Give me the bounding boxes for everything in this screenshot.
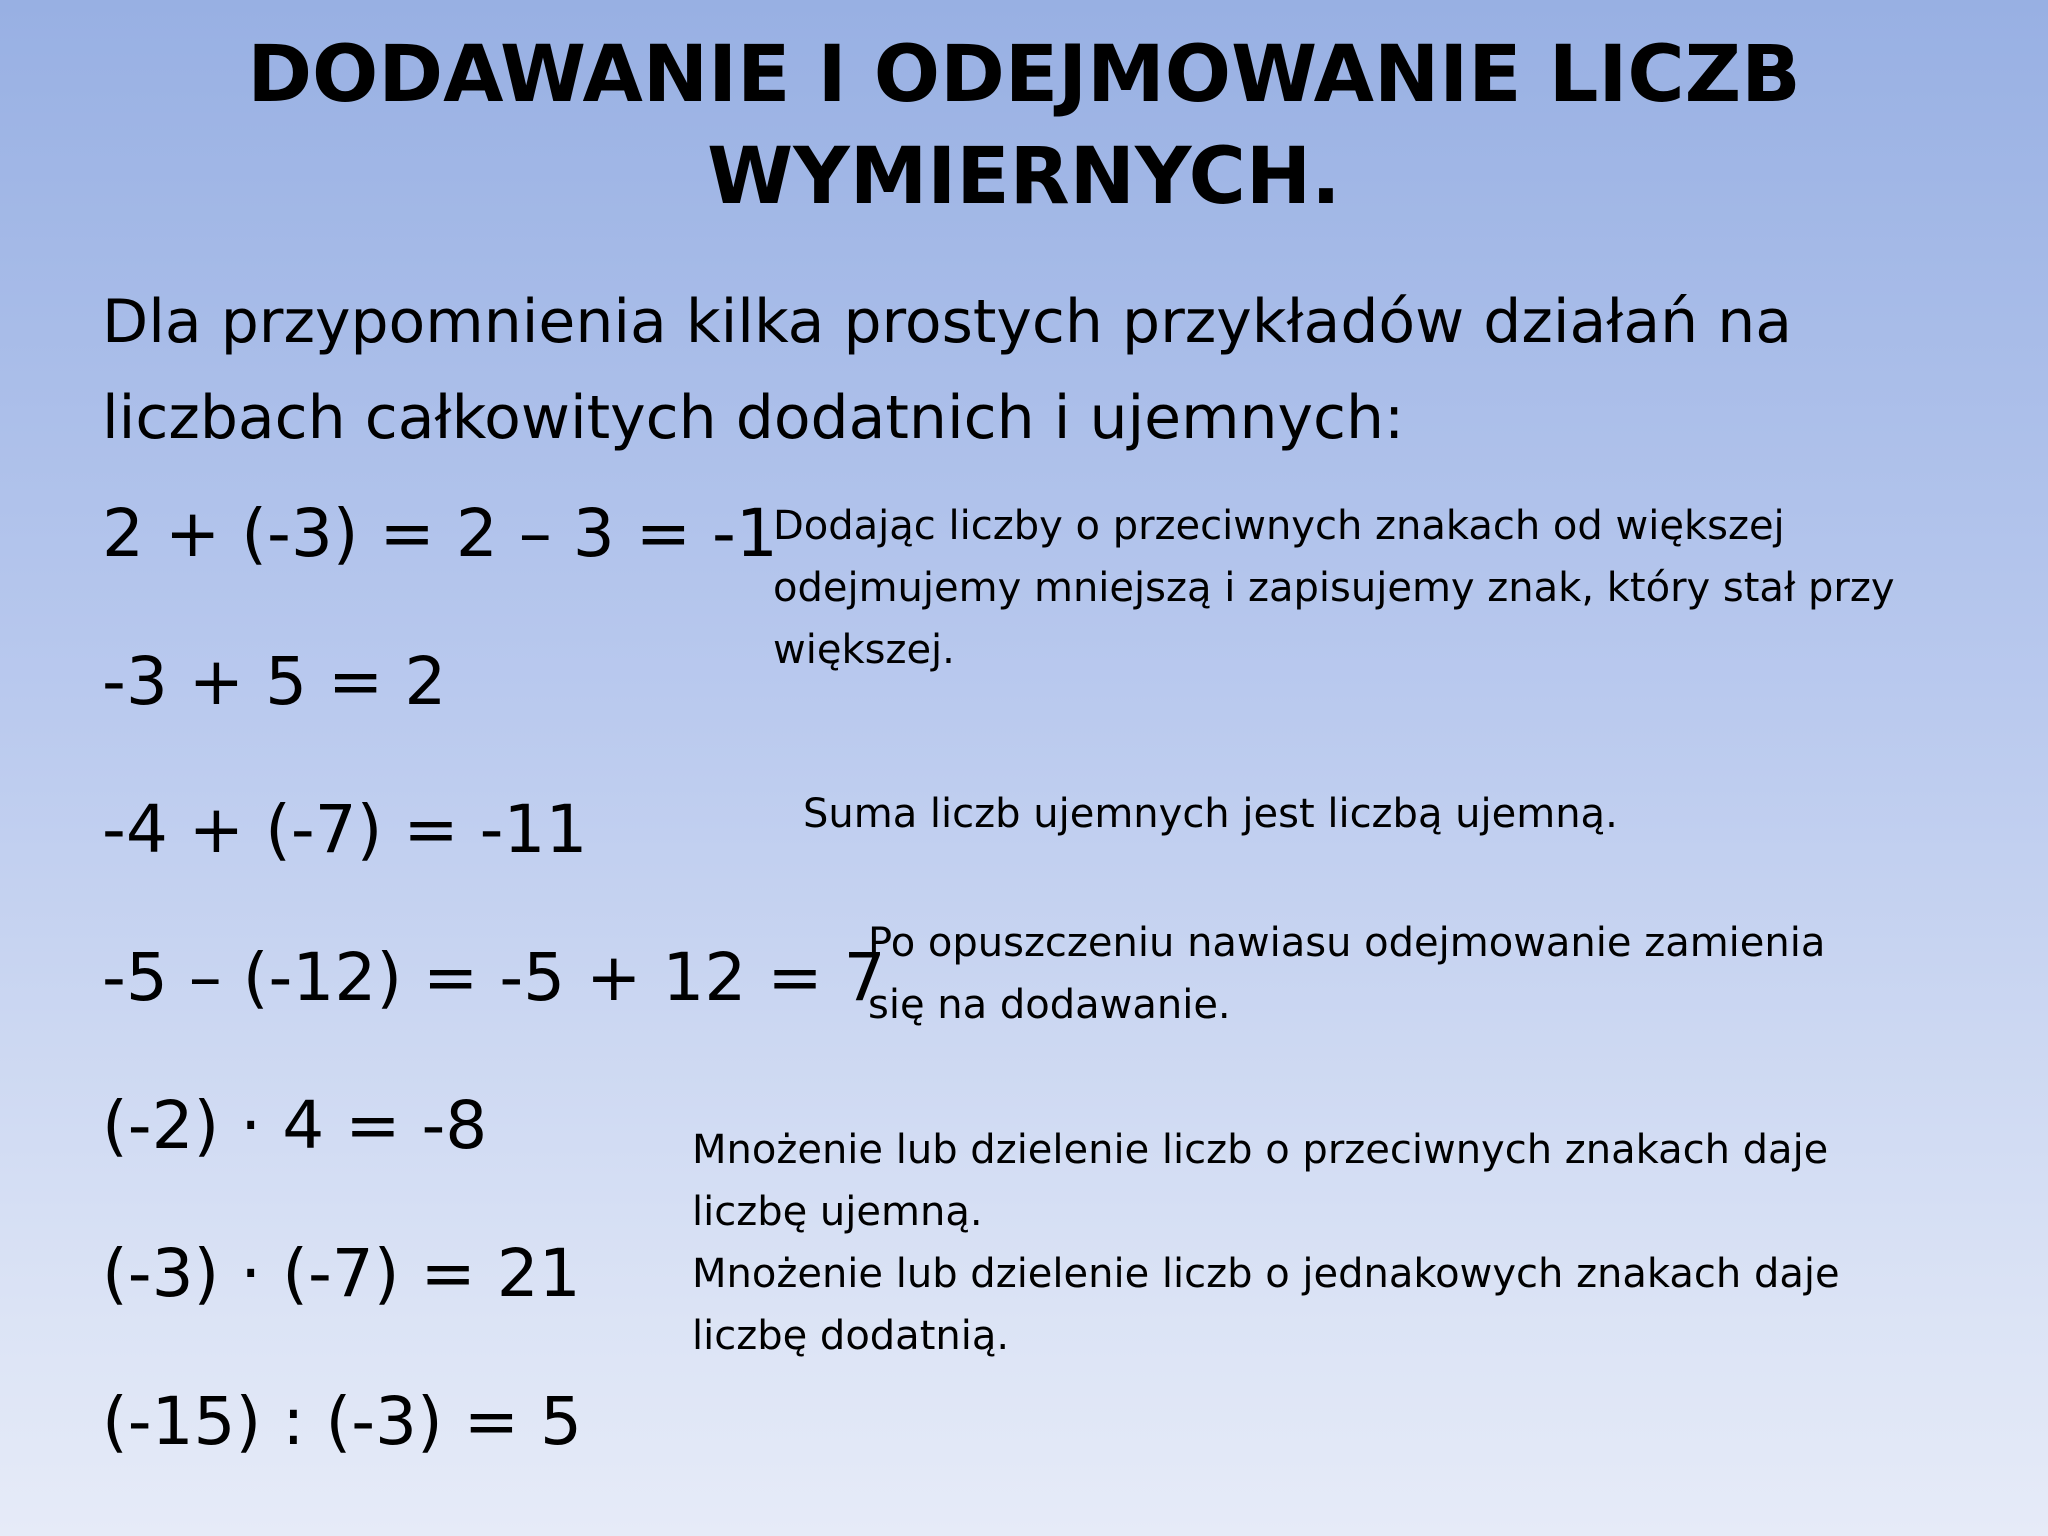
slide-title	[0, 24, 2048, 228]
slide-title-line-1: DODAWANIE I ODEJMOWANIE LICZB	[247, 30, 1801, 120]
intro-line-1: Dla przypomnienia kilka prostych przykładów działań na	[102, 287, 1792, 357]
note-opposite-signs-addition	[773, 495, 2023, 681]
note-line: Mnożenie lub dzielenie liczb o przeciwnych znakach daje	[692, 1127, 1829, 1173]
equation-6: (-3) · (-7) = 21	[102, 1235, 581, 1312]
note-line: się na dodawanie.	[868, 982, 1231, 1028]
note-negative-sum	[803, 783, 2003, 845]
intro-line-2: liczbach całkowitych dodatnich i ujemnych:	[102, 383, 1405, 453]
equation-4: -5 – (-12) = -5 + 12 = 7	[102, 939, 886, 1016]
equation-1: 2 + (-3) = 2 – 3 = -1	[102, 495, 778, 572]
note-line: Suma liczb ujemnych jest liczbą ujemną.	[803, 791, 1618, 837]
equation-3: -4 + (-7) = -11	[102, 791, 588, 868]
note-line: Mnożenie lub dzielenie liczb o jednakowych znakach daje	[692, 1251, 1840, 1297]
note-line: odejmujemy mniejszą i zapisujemy znak, który stał przy	[773, 565, 1895, 611]
note-line: liczbę ujemną.	[692, 1189, 983, 1235]
equation-7: (-15) : (-3) = 5	[102, 1383, 583, 1460]
note-parenthesis	[868, 912, 2018, 1036]
equation-5: (-2) · 4 = -8	[102, 1087, 488, 1164]
note-line: liczbę dodatnią.	[692, 1313, 1010, 1359]
note-line: Dodając liczby o przeciwnych znakach od większej	[773, 503, 1785, 549]
note-line: większej.	[773, 627, 955, 673]
slide-title-line-2: WYMIERNYCH.	[707, 132, 1341, 222]
note-multiplication-division	[692, 1119, 2022, 1367]
intro-paragraph	[102, 274, 1982, 466]
equation-2: -3 + 5 = 2	[102, 643, 447, 720]
note-line: Po opuszczeniu nawiasu odejmowanie zamienia	[868, 920, 1826, 966]
